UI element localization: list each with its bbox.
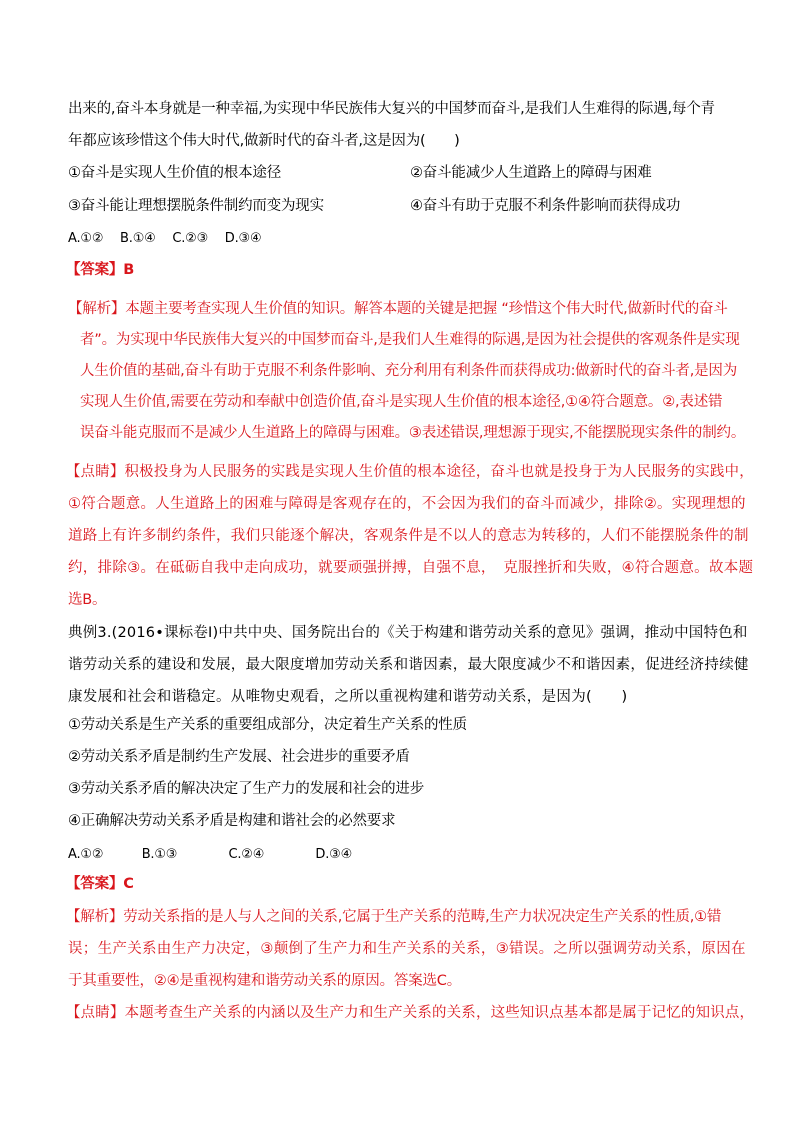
q3-analysis-line-2: 误；生产关系由生产力决定，③颠倒了生产力和生产关系的关系，③错误。之所以强调劳动关系，原因在 (68, 941, 746, 957)
q3-answer: 【答案】C (66, 876, 134, 892)
q3-option-4: ④正确解决劳动关系矛盾是构建和谐社会的必然要求 (68, 813, 396, 829)
q3-analysis-line-1: 【解析】劳动关系指的是人与人之间的关系,它属于生产关系的范畴,生产力状况决定生产关系的性质,①错 (66, 909, 722, 925)
q2-option-4: ④奋斗有助于克服不利条件影响而获得成功 (410, 198, 681, 214)
q2-options-row-2 (68, 196, 748, 216)
q2-option-1: ①奋斗是实现人生价值的根本途径 (68, 165, 281, 181)
q2-analysis-line-3: 人生价值的基础,奋斗有助于克服不利条件影响、充分利用有利条件而获得成功:做新时代的奋斗者,是因为 (80, 363, 737, 379)
q3-stem-line-1: 典例3.(2016•课标卷Ⅰ)中共中央、国务院出台的《关于构建和谐劳动关系的意见》强调，推动中国特色和 (68, 625, 748, 641)
q2-stem-line-2: 年都应该珍惜这个伟大时代,做新时代的奋斗者,这是因为( ) (68, 133, 460, 149)
q2-stem-line-1: 出来的,奋斗本身就是一种幸福,为实现中华民族伟大复兴的中国梦而奋斗,是我们人生难得的际遇,每个青 (68, 101, 715, 117)
q2-tips-line-5: 选B。 (68, 592, 107, 608)
q2-option-2: ②奋斗能减少人生道路上的障碍与困难 (410, 165, 652, 181)
q2-analysis-line-5: 误奋斗能克服而不是减少人生道路上的障碍与困难。③表述错误,理想源于现实,不能摆脱现实条件的制约。 (80, 425, 746, 441)
q2-analysis-line-4: 实现人生价值,需要在劳动和奉献中创造价值,奋斗是实现人生价值的根本途径,①④符合题意。②,表述错 (80, 394, 723, 410)
q3-choices: A.①② B.①③ C.②④ D.③④ (68, 847, 353, 862)
q2-tips-line-3: 道路上有许多制约条件，我们只能逐个解决，客观条件是不以人的意志为转移的，人们不能摆脱条件的制 (68, 528, 749, 544)
q3-stem-line-2: 谐劳动关系的建设和发展，最大限度增加劳动关系和谐因素，最大限度减少不和谐因素，促进经济持续健 (68, 657, 749, 673)
q2-options-row-1 (68, 163, 748, 183)
q3-stem-line-3: 康发展和社会和谐稳定。从唯物史观看，之所以重视构建和谐劳动关系，是因为( ) (68, 689, 628, 705)
q3-option-2: ②劳动关系矛盾是制约生产发展、社会进步的重要矛盾 (68, 749, 410, 765)
q2-option-3: ③奋斗能让理想摆脱条件制约而变为现实 (68, 198, 324, 214)
q2-tips-line-4: 约，排除③。在砥砺自我中走向成功，就要顽强拼搏，自强不息， 克服挫折和失败，④符合题意。故本题 (68, 560, 754, 576)
q3-tips-line: 【点睛】本题考查生产关系的内涵以及生产力和生产关系的关系，这些知识点基本都是属于记忆的知识点， (66, 1005, 755, 1021)
q2-tips-line-2: ①符合题意。人生道路上的困难与障碍是客观存在的，不会因为我们的奋斗而减少，排除②。实现理想的 (68, 496, 746, 512)
q3-option-1: ①劳动关系是生产关系的重要组成部分，决定着生产关系的性质 (68, 717, 467, 733)
q2-analysis-line-2: 者”。为实现中华民族伟大复兴的中国梦而奋斗,是我们人生难得的际遇,是因为社会提供的客观条件是实现 (80, 332, 740, 348)
q2-tips-line-1: 【点睛】积极投身为人民服务的实践是实现人生价值的根本途径，奋斗也就是投身于为人民服务的实践中， (66, 464, 754, 480)
q3-analysis-line-3: 于其重要性，②④是重视构建和谐劳动关系的原因。答案选C。 (68, 973, 462, 989)
q2-choices: A.①② B.①④ C.②③ D.③④ (68, 231, 262, 246)
q3-option-3: ③劳动关系矛盾的解决决定了生产力的发展和社会的进步 (68, 781, 424, 797)
q2-analysis-line-1: 【解析】本题主要考查实现人生价值的知识。解答本题的关键是把握 “珍惜这个伟大时代,做新时代的奋斗 (68, 301, 728, 317)
q2-answer: 【答案】B (66, 262, 135, 278)
